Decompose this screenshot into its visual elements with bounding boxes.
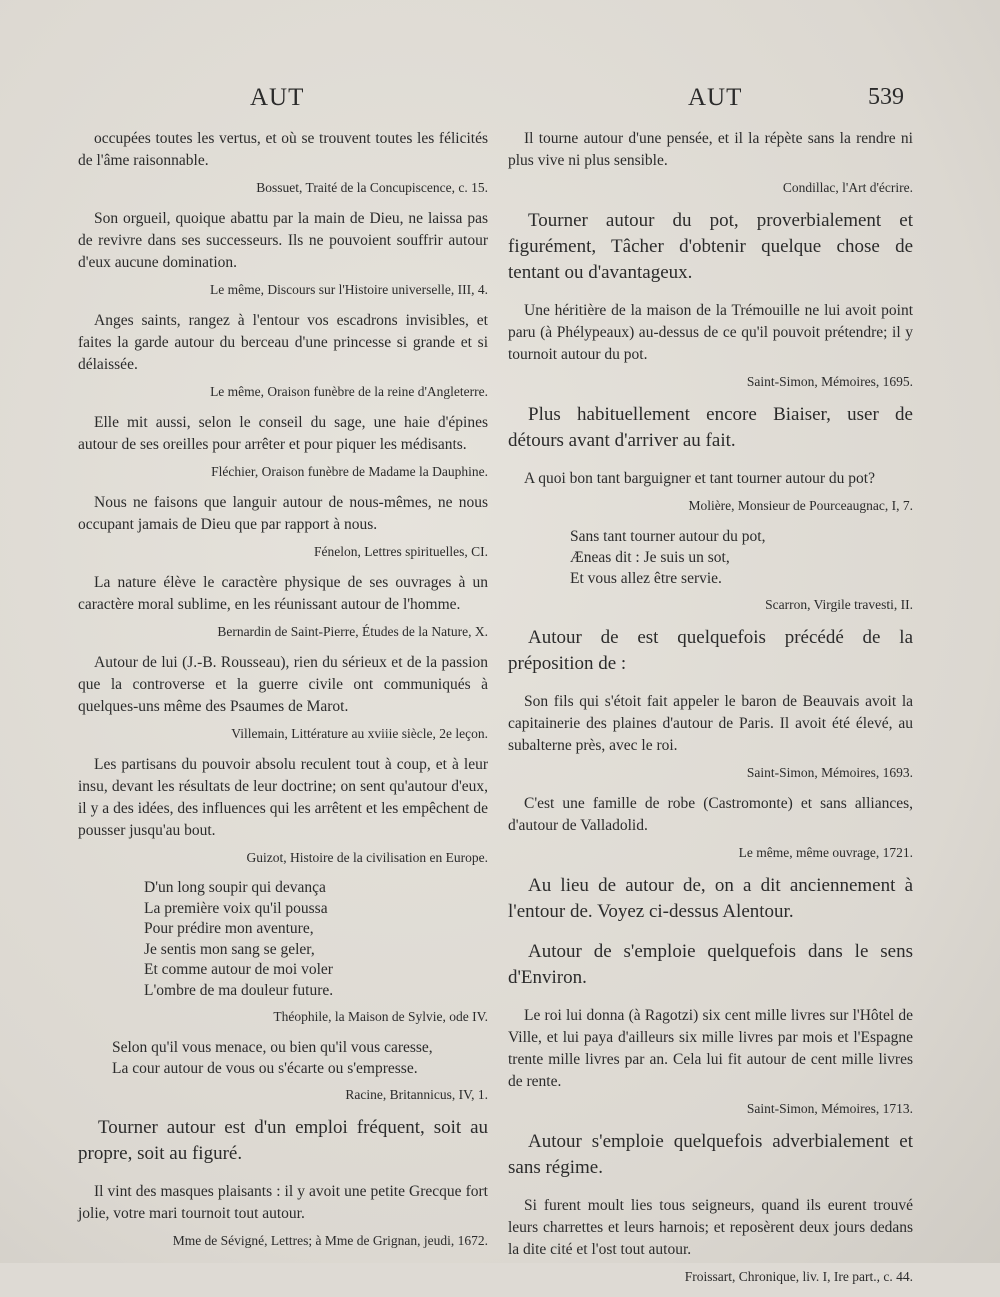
running-head-right: AUT — [688, 84, 743, 111]
citation-source: Saint-Simon, Mémoires, 1693. — [746, 765, 913, 780]
verse-block — [78, 1037, 488, 1079]
citation-source: Bossuet, Traité de la Concupiscence, c. 15. — [256, 180, 488, 195]
citation-source: Molière, Monsieur de Pourceaugnac, I, 7. — [688, 498, 913, 513]
citation-source: Saint-Simon, Mémoires, 1713. — [746, 1101, 913, 1116]
verse-block — [508, 526, 913, 589]
citation-source: Fénelon, Lettres spirituelles, CI. — [314, 544, 488, 559]
citation-text: Une héritière de la maison de la Trémouille ne lui avoit point paru (à Phélypeaux) au-dessus de ce qu'il pouvoit prétendre; il y tournoit autour du pot. — [508, 302, 913, 363]
verse-line: Je sentis mon sang se geler, — [144, 940, 315, 958]
definition-text: Plus habituellement encore Biaiser, user de détours avant d'arriver au fait. — [508, 404, 913, 451]
verse-line: La cour autour de vous ou s'écarte ou s'empresse. — [112, 1060, 418, 1077]
citation-source: Saint-Simon, Mémoires, 1695. — [746, 374, 913, 389]
definition-text: Tourner autour est d'un emploi fréquent, soit au propre, soit au figuré. — [78, 1117, 488, 1164]
citation-text: Elle mit aussi, selon le conseil du sage, une haie d'épines autour de ses oreilles pour arrêter et pour piquer les médisants. — [78, 414, 488, 453]
verse-line: Et vous allez être servie. — [570, 570, 722, 587]
verse-line: Selon qu'il vous menace, ou bien qu'il vous caresse, — [112, 1039, 433, 1056]
citation-text: Le roi lui donna (à Ragotzi) six cent mille livres sur l'Hôtel de Ville, et lui paya d'ailleurs six mille livres par mois et l'Espagne trente mille livres par an. Cela lui fit autour de cent mille livres de rente. — [508, 1007, 913, 1090]
definition-text: Autour de s'emploie quelquefois dans le sens d'Environ. — [508, 941, 913, 988]
citation-source: Scarron, Virgile travesti, II. — [765, 597, 913, 612]
citation-source: Racine, Britannicus, IV, 1. — [345, 1087, 488, 1102]
citation-source: Fléchier, Oraison funèbre de Madame la Dauphine. — [211, 464, 488, 479]
citation-text: La nature élève le caractère physique de ses ouvrages à un caractère moral sublime, en les réunissant autour de l'homme. — [78, 574, 488, 613]
citation-text: Son fils qui s'étoit fait appeler le baron de Beauvais avoit la capitainerie des plaines d'autour de Paris. Il avoit été élevé, au subalterne près, avec le roi. — [508, 693, 913, 754]
definition-text: Tourner autour du pot, proverbialement et figurément, Tâcher d'obtenir quelque chose de tentant ou d'avantageux. — [508, 210, 913, 283]
citation-text: Il tourne autour d'une pensée, et il la répète sans la rendre ni plus vive ni plus sensible. — [508, 130, 913, 169]
citation-source: Théophile, la Maison de Sylvie, ode IV. — [273, 1009, 488, 1024]
definition-text: Au lieu de autour de, on a dit anciennement à l'entour de. Voyez ci-dessus Alentour. — [508, 875, 913, 922]
citation-source: Guizot, Histoire de la civilisation en Europe. — [246, 850, 488, 865]
citation-text: Son orgueil, quoique abattu par la main de Dieu, ne laissa pas de revivre dans ses successeurs. Ils ne pouvoient souffrir autour d'eux aucune domination. — [78, 210, 488, 271]
citation-text: C'est une famille de robe (Castromonte) et sans alliances, d'autour de Valladolid. — [508, 795, 913, 834]
citation-text: Nous ne faisons que languir autour de nous-mêmes, ne nous occupant jamais de Dieu que par rapport à nous. — [78, 494, 488, 533]
page-number: 539 — [868, 84, 904, 110]
verse-line: Sans tant tourner autour du pot, — [570, 528, 766, 545]
right-column — [508, 128, 913, 1297]
verse-line: Pour prédire mon aventure, — [144, 920, 314, 937]
verse-line: Æneas dit : Je suis un sot, — [570, 549, 730, 566]
running-head-left: AUT — [250, 84, 305, 111]
citation-text: Il vint des masques plaisants : il y avoit une petite Grecque fort jolie, votre mari tournoit tout autour. — [78, 1183, 488, 1222]
verse-line: La première voix qu'il poussa — [144, 899, 328, 917]
citation-source: Condillac, l'Art d'écrire. — [782, 180, 913, 195]
citation-text: Si furent moult lies tous seigneurs, quand ils eurent trouvé leurs charrettes et leurs harnois; et reposèrent deux jours dedans la dite cité et l'ost tout autour. — [508, 1197, 913, 1258]
citation-text: occupées toutes les vertus, et où se trouvent toutes les félicités de l'âme raisonnable. — [78, 130, 488, 169]
citation-source: Le même, Oraison funèbre de la reine d'Angleterre. — [210, 384, 488, 399]
citation-text: A quoi bon tant barguigner et tant tourner autour du pot? — [524, 470, 875, 487]
verse-line: D'un long soupir qui devança — [144, 879, 326, 896]
verse-block — [78, 878, 488, 1001]
citation-text: Anges saints, rangez à l'entour vos escadrons invisibles, et faites la garde autour du berceau d'une princesse si grande et si délaissée. — [78, 312, 488, 373]
verse-line: L'ombre de ma douleur future. — [144, 981, 334, 999]
verse-line: Et comme autour de moi voler — [144, 961, 333, 978]
definition-text: Autour de est quelquefois précédé de la préposition de : — [508, 627, 913, 674]
definition-text: Autour s'emploie quelquefois adverbialement et sans régime. — [508, 1131, 913, 1178]
citation-source: Mme de Sévigné, Lettres; à Mme de Grignan, jeudi, 1672. — [172, 1233, 488, 1248]
citation-source: Froissart, Chronique, liv. I, Ire part., c. 44. — [684, 1269, 913, 1284]
citation-source: Villemain, Littérature au xviiie siècle, 2e leçon. — [231, 726, 488, 741]
citation-text: Les partisans du pouvoir absolu reculent tout à coup, et à leur insu, devant les résultats de leur doctrine; on sent qu'autour d'eux, il y a des idées, des influences qui les arrêtent et les empêchent de pousser jusqu'au bout. — [78, 756, 488, 839]
citation-text: Autour de lui (J.-B. Rousseau), rien du sérieux et de la passion que la controverse et la guerre civile ont communiqués à quelques-uns même des Psaumes de Marot. — [78, 654, 488, 715]
left-column — [78, 128, 488, 1261]
citation-source: Bernardin de Saint-Pierre, Études de la Nature, X. — [217, 624, 488, 639]
citation-source: Le même, même ouvrage, 1721. — [738, 845, 913, 860]
citation-source: Le même, Discours sur l'Histoire universelle, III, 4. — [210, 282, 488, 297]
